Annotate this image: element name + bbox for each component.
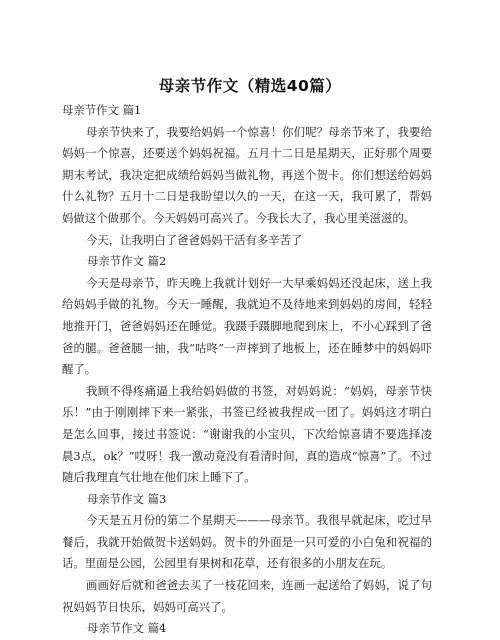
- paragraph: 今天是母亲节，昨天晚上我就计划好一大早乘妈妈还没起床，送上我给妈妈手做的礼物。今天一睡醒，我就迫不及待地来到妈妈的房间，轻轻地推开门，爸爸妈妈还在睡觉。我蹑手蹑脚地爬到床上，不小心踩到了爸爸的腿。爸爸腿一抽，我“咕咚”一声摔到了地板上，还在睡梦中的妈妈吓醒了。: [62, 275, 432, 377]
- paragraph: 我顾不得疼痛逼上我给妈妈做的书签，对妈妈说：“妈妈，母亲节快乐！”由于刚刚摔下来一紧张，书签已经被我捏成一团了。妈妈这才明白是怎么回事，接过书签说：“谢谢我的小宝贝，下次给惊喜请不要选择凌晨3点，ok？”哎呀！我一激动竟没有看清时间，真的造成“惊喜”了。不过随后我理直气壮地在他们床上睡下了。: [62, 383, 432, 485]
- paragraph: 今天是五月份的第二个星期天———母亲节。我很早就起床，吃过早餐后，我就开始做贺卡送妈妈。贺卡的外面是一只可爱的小白兔和祝福的话。里面是公园，公园里有果树和花草，还有很多的小朋友在玩。: [62, 513, 432, 571]
- section-heading: 母亲节作文 篇3: [87, 491, 167, 506]
- document-body: [62, 100, 432, 640]
- section-heading: 母亲节作文 篇4: [87, 621, 167, 636]
- paragraph: 今天，让我明白了爸爸妈妈干活有多辛苦了: [86, 232, 303, 247]
- paragraph: 母亲节快来了，我要给妈妈一个惊喜！你们呢？母亲节来了，我要给妈妈一个惊喜，还要送个妈妈祝福。五月十二日是星期天，正好那个周要期末考试，我决定把成绩给妈妈当做礼物，再送个贺卡。你们想送给妈妈什么礼物？五月十二日是我盼望以久的一天，在这一天，我可累了，帮妈妈做这个做那个。今天妈妈可高兴了。今我长大了，我心里美滋滋的。: [62, 124, 432, 225]
- section-heading: 母亲节作文 篇2: [87, 254, 167, 269]
- paragraph: 画画好后就和爸爸去买了一枝花回来，连画一起送给了妈妈，说了句祝妈妈节日快乐，妈妈可高兴了。: [62, 578, 432, 614]
- section-heading: 母亲节作文 篇1: [62, 103, 142, 117]
- document-title: 母亲节作文（精选40篇）: [158, 77, 342, 95]
